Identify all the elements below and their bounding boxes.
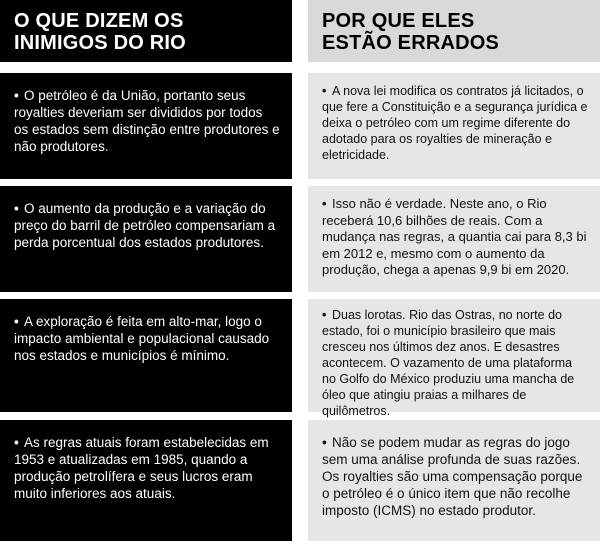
left-argument-text: O petróleo é da União, portanto seus royalties deveriam ser divididos por todos os estados sem distinção entre produtores e não produtores. (14, 88, 280, 154)
bullet-icon: • (322, 196, 327, 211)
right-rebuttal-text: Duas lorotas. Rio das Ostras, no norte do estado, foi o município brasileiro que mais cresceu nos últimos dez anos. E desastres acontecem. O vazamento de uma plataforma no Golfo do México produziu uma mancha de óleo que atingiu praias a milhares de quilômetros. (322, 308, 575, 418)
left-argument-text: A exploração é feita em alto-mar, logo o impacto ambiental e populacional causado nos estados e municípios é mínimo. (14, 314, 270, 363)
left-argument-1 (0, 73, 292, 179)
left-argument-text: O aumento da produção e a variação do preço do barril de petróleo compensariam a perda porcentual dos estados produtores. (14, 201, 276, 250)
left-argument-text: As regras atuais foram estabelecidas em 1953 e atualizadas em 1985, quando a produção petrolífera e seus lucros eram muito inferiores aos atuais. (14, 435, 269, 501)
right-title-line1: POR QUE ELES (322, 10, 475, 32)
left-column (0, 0, 292, 501)
right-column-header (308, 0, 600, 62)
bullet-icon: • (322, 84, 327, 98)
right-rebuttal-4 (308, 420, 600, 541)
bullet-icon: • (322, 308, 327, 322)
bullet-icon: • (14, 435, 19, 450)
right-rebuttal-1 (308, 73, 600, 179)
left-argument-4 (0, 420, 292, 541)
right-rebuttal-2 (308, 186, 600, 292)
right-rebuttal-text: Não se podem mudar as regras do jogo sem uma análise profunda de suas razões. Os royalties são uma compensação porque o petróleo é o único item que não recolhe imposto (ICMS) no estado produtor. (322, 435, 583, 518)
left-argument-2 (0, 186, 292, 292)
bullet-icon: • (14, 314, 19, 329)
right-rebuttal-text: Isso não é verdade. Neste ano, o Rio receberá 10,6 bilhões de reais. Com a mudança nas regras, a quantia cai para 8,3 bi em 2012 e, mesmo com o aumento da produção, chega a apenas 9,9 bi em 2020. (322, 196, 587, 277)
left-column-header (0, 0, 292, 62)
right-rebuttal-text: A nova lei modifica os contratos já licitados, o que fere a Constituição e a segurança jurídica e deixa o petróleo com um regime diferente do adotado para os royalties de mineração e eletricidade. (322, 84, 588, 162)
left-title-line2: INIMIGOS DO RIO (14, 32, 186, 54)
right-column (308, 0, 600, 518)
left-title-line1: O QUE DIZEM OS (14, 10, 184, 32)
bullet-icon: • (14, 201, 19, 216)
left-argument-3 (0, 299, 292, 412)
bullet-icon: • (322, 435, 327, 450)
right-title-line2: ESTÃO ERRADOS (322, 32, 500, 54)
right-rebuttal-3 (308, 299, 600, 418)
bullet-icon: • (14, 88, 19, 103)
